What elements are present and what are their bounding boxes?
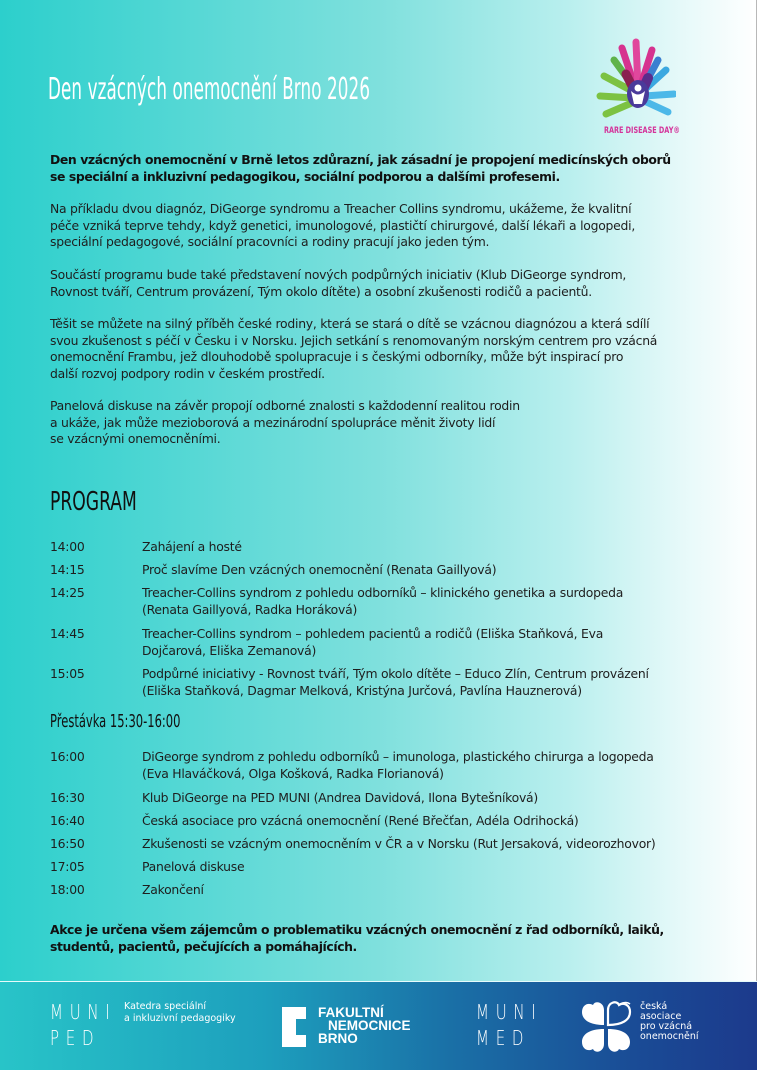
four-leaf-clover-icon (580, 1000, 632, 1054)
casvo-line: asociace (640, 1011, 682, 1022)
paragraph-line: onemocnění Frambu, jež dlouhodobě spolupracuje i s českými odborníky, může být inspirací pro (50, 349, 624, 364)
muni-ped-logo-sub: PED (50, 1026, 101, 1050)
program-desc (142, 584, 742, 618)
program-desc (142, 665, 742, 699)
rare-disease-day-hands-icon (596, 38, 676, 123)
intro-paragraph (50, 201, 740, 251)
program-time: 14:15 (50, 562, 85, 577)
program-heading: PROGRAM (50, 487, 137, 517)
paragraph-line: svou zkušenost s péčí v Česku i v Norsku. Jejich setkání s renomovaným norským centrem pro vzácná (50, 332, 658, 348)
program-desc (142, 881, 742, 898)
program-time: 16:30 (50, 790, 85, 805)
program-desc-line: Česká asociace pro vzácná onemocnění (René Břečťan, Adéla Odrihocká) (142, 813, 579, 828)
lead-line: se speciální a inkluzivní pedagogikou, sociální podporou a dalšími profesemi. (50, 168, 560, 184)
casvo-line: onemocnění (640, 1031, 699, 1042)
intro-paragraph (50, 316, 740, 382)
program-desc-line: Dojčarová, Eliška Zemanová) (142, 643, 317, 658)
lead-paragraph (50, 152, 740, 185)
casvo-logo-text (640, 1002, 699, 1042)
program-desc-line: Panelová diskuse (142, 859, 245, 874)
paragraph-line: Těšit se můžete na silný příběh české rodiny, která se stará o dítě se vzácnou diagnózou a která sdílí (50, 316, 650, 331)
program-desc-line: Zahájení a hosté (142, 539, 242, 554)
program-desc-line: Treacher-Collins syndrom – pohledem pacientů a rodičů (Eliška Staňková, Eva (142, 626, 604, 641)
intro-paragraph (50, 267, 740, 300)
closing-line: studentů, pacientů, pečujících a pomáhajících. (50, 938, 357, 954)
fnb-line: BRNO (318, 1031, 358, 1046)
paragraph-line: Na příkladu dvou diagnóz, DiGeorge syndromu a Treacher Collins syndromu, ukážeme, že kvalitní (50, 201, 632, 216)
program-desc-line: (Renata Gaillyová, Radka Horáková) (142, 602, 358, 617)
program-desc-line: Klub DiGeorge na PED MUNI (Andrea Davidová, Ilona Bytešníková) (142, 790, 538, 805)
program-desc-line: Podpůrné iniciativy - Rovnost tváří, Tým okolo dítěte – Educo Zlín, Centrum provázení (142, 666, 649, 681)
ped-department-line: a inkluzivní pedagogiky (124, 1013, 236, 1024)
casvo-line: pro vzácná (640, 1021, 693, 1032)
ped-department-line: Katedra speciální (124, 1001, 207, 1012)
casvo-line: česká (640, 1001, 668, 1012)
program-time: 16:00 (50, 749, 85, 764)
muni-med-logo-sub: MED (476, 1026, 531, 1050)
paragraph-line: se vzácnými onemocněními. (50, 431, 221, 446)
program-desc (142, 835, 742, 852)
fnb-logo-text (318, 1006, 411, 1045)
program-desc (142, 789, 742, 806)
paragraph-line: péče vzniká teprve tehdy, když genetici, imunologové, plastičtí chirurgové, další lékaři a logopedi, (50, 217, 636, 233)
program-desc (142, 538, 742, 555)
program-desc (142, 625, 742, 659)
lead-line: Den vzácných onemocnění v Brně letos zdůrazní, jak zásadní je propojení medicínských oborů (50, 152, 671, 167)
paragraph-line: speciální pedagogové, sociální pracovníci a rodiny pracují jako jeden tým. (50, 234, 490, 249)
program-time: 15:05 (50, 666, 85, 681)
program-desc-line: Treacher-Collins syndrom z pohledu odborníků – klinického genetika a surdopeda (142, 585, 624, 600)
program-desc (142, 858, 742, 875)
ped-department-name (124, 1001, 236, 1025)
program-desc (142, 561, 742, 578)
program-desc (142, 748, 742, 782)
program-desc-line: Zkušenosti se vzácným onemocněním v ČR a v Norsku (Rut Jersaková, videorozhovor) (142, 836, 656, 851)
muni-ped-logo-word: MUNI (50, 1000, 117, 1024)
muni-med-logo-word: MUNI (476, 1000, 543, 1024)
intro-paragraph (50, 398, 740, 448)
paragraph-line: a ukáže, jak může mezioborová a mezinárodní spolupráce měnit životy lidí (50, 414, 496, 430)
page-title: Den vzácných onemocnění Brno 2026 (48, 72, 371, 107)
program-time: 17:05 (50, 859, 85, 874)
fnb-square-logo-icon (282, 1007, 306, 1047)
program-desc-line: Proč slavíme Den vzácných onemocnění (Renata Gaillyová) (142, 562, 497, 577)
closing-line: Akce je určena všem zájemcům o problematiku vzácných onemocnění z řad odborníků, laiků, (50, 922, 664, 937)
fnb-line: NEMOCNICE (328, 1018, 411, 1033)
footer-partners (0, 981, 757, 1070)
program-time: 14:25 (50, 585, 85, 600)
paragraph-line: další rozvoj podpory rodin v českém prostředí. (50, 365, 325, 381)
program-desc (142, 812, 742, 829)
program-time: 16:40 (50, 813, 85, 828)
program-time: 16:50 (50, 836, 85, 851)
program-desc-line: DiGeorge syndrom z pohledu odborníků – imunologa, plastického chirurga a logopeda (142, 749, 654, 764)
rare-disease-day-label: RARE DISEASE DAY® (604, 126, 680, 136)
paragraph-line: Rovnost tváří, Centrum provázení, Tým okolo dítěte) a osobní zkušenosti rodičů a pacientů. (50, 283, 592, 299)
fnb-line: FAKULTNÍ (318, 1005, 384, 1020)
program-time: 14:00 (50, 539, 85, 554)
program-desc-line: (Eva Hlaváčková, Olga Košková, Radka Florianová) (142, 766, 444, 781)
program-time: 18:00 (50, 882, 85, 897)
paragraph-line: Panelová diskuse na závěr propojí odborné znalosti s každodenní realitou rodin (50, 398, 520, 413)
break-heading: Přestávka 15:30-16:00 (50, 711, 181, 732)
program-desc-line: Zakončení (142, 882, 204, 897)
paragraph-line: Součástí programu bude také představení nových podpůrných iniciativ (Klub DiGeorge syndrom, (50, 267, 627, 282)
program-desc-line: (Eliška Staňková, Dagmar Melková, Kristýna Jurčová, Pavlína Hauznerová) (142, 683, 582, 698)
closing-paragraph (50, 922, 740, 955)
program-time: 14:45 (50, 626, 85, 641)
